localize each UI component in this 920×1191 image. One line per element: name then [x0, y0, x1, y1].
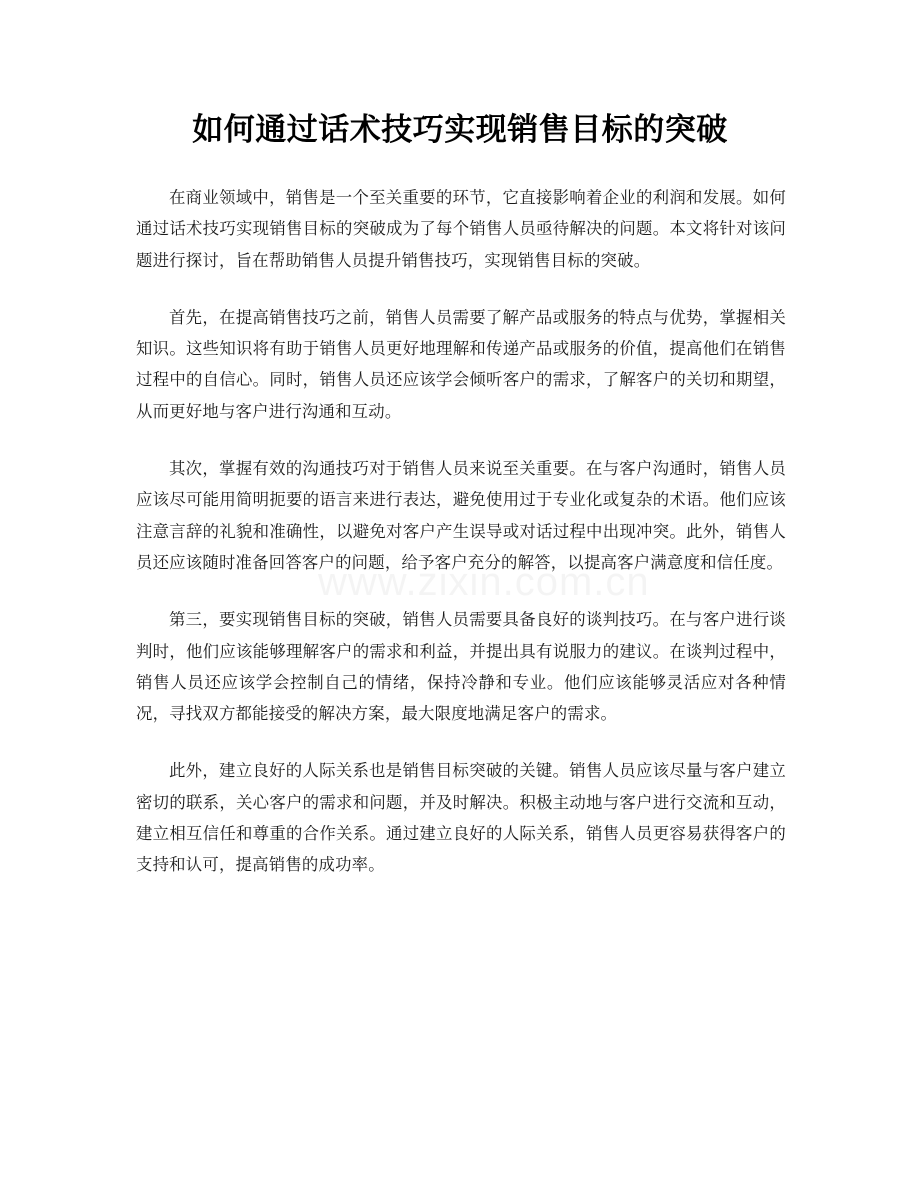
document-title: 如何通过话术技巧实现销售目标的突破: [192, 112, 728, 148]
paragraph-first: 首先，在提高销售技巧之前，销售人员需要了解产品或服务的特点与优势，掌握相关知识。这些知识将有助于销售人员更好地理解和传递产品或服务的价值，提高他们在销售过程中的自信心。同时，销售人员还应该学会倾听客户的需求，了解客户的关切和期望，从而更好地与客户进行沟通和互动。: [136, 307, 786, 421]
document-body: [136, 182, 786, 907]
paragraph-relationships: 此外，建立良好的人际关系也是销售目标突破的关键。销售人员应该尽量与客户建立密切的联系，关心客户的需求和问题，并及时解决。积极主动地与客户进行交流和互动，建立相互信任和尊重的合作关系。通过建立良好的人际关系，销售人员更容易获得客户的支持和认可，提高销售的成功率。: [136, 761, 786, 875]
paragraph-intro: 在商业领域中，销售是一个至关重要的环节，它直接影响着企业的利润和发展。如何通过话术技巧实现销售目标的突破成为了每个销售人员亟待解决的问题。本文将针对该问题进行探讨，旨在帮助销售人员提升销售技巧，实现销售目标的突破。: [136, 188, 786, 270]
paragraph-second: 其次，掌握有效的沟通技巧对于销售人员来说至关重要。在与客户沟通时，销售人员应该尽可能用简明扼要的语言来进行表达，避免使用过于专业化或复杂的术语。他们应该注意言辞的礼貌和准确性，以避免对客户产生误导或对话过程中出现冲突。此外，销售人员还应该随时准备回答客户的问题，给予客户充分的解答，以提高客户满意度和信任度。: [136, 459, 786, 572]
paragraph-third: 第三，要实现销售目标的突破，销售人员需要具备良好的谈判技巧。在与客户进行谈判时，他们应该能够理解客户的需求和利益，并提出具有说服力的建议。在谈判过程中，销售人员还应该学会控制自己的情绪，保持冷静和专业。他们应该能够灵活应对各种情况，寻找双方都能接受的解决方案，最大限度地满足客户的需求。: [136, 610, 786, 724]
